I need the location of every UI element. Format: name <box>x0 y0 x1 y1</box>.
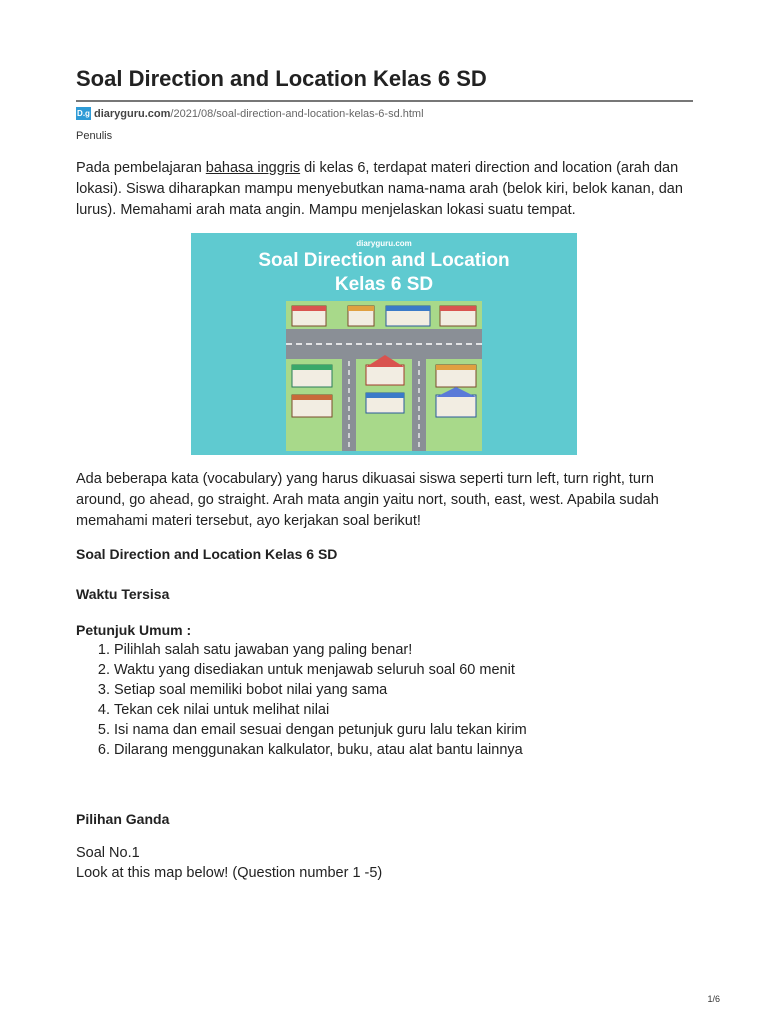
list-item: 1. Pilihlah salah satu jawaban yang paling benar! <box>114 640 527 660</box>
hero-title-line2: Kelas 6 SD <box>334 274 434 295</box>
list-item: 2. Waktu yang disediakan untuk menjawab seluruh soal 60 menit <box>114 660 527 680</box>
intro-paragraph <box>76 158 696 221</box>
question-number: Soal No.1 <box>76 845 140 861</box>
page-number: 1/6 <box>707 994 720 1004</box>
vocab-paragraph: Ada beberapa kata (vocabulary) yang harus dikuasai siswa seperti turn left, turn right, turn around, go ahead, go straight. Arah mata angin yaitu nort, south, east, west. Apabila sudah memahami materi tersebut, ayo kerjakan soal berikut! <box>76 471 659 529</box>
author-label: Penulis <box>76 130 113 142</box>
list-item: 6. Dilarang menggunakan kalkulator, buku, atau alat bantu lainnya <box>114 740 527 760</box>
town-map-illustration <box>286 301 482 451</box>
section-heading: Pilihan Ganda <box>76 811 170 827</box>
source-url[interactable] <box>76 107 424 120</box>
bahasa-inggris-link[interactable]: bahasa inggris <box>205 160 301 176</box>
question-text: Look at this map below! (Question number 1 -5) <box>76 865 383 881</box>
intro-text-start: Pada pembelajaran <box>76 160 206 176</box>
source-path[interactable]: /2021/08/soal-direction-and-location-kelas-6-sd.html <box>170 107 424 120</box>
list-item: 3. Setiap soal memiliki bobot nilai yang sama <box>114 680 527 700</box>
quiz-heading: Soal Direction and Location Kelas 6 SD <box>76 546 338 562</box>
site-favicon-icon: D.g <box>77 109 90 118</box>
intro-text-end: di kelas 6, terdapat materi direction and location (arah dan lokasi). Siswa diharapkan mampu menyebutkan nama-nama arah (belok kiri, belok kanan, dan lurus). Memahami arah mata angin. Mampu menjelaskan lokasi suatu tempat. <box>76 160 683 218</box>
title-divider <box>76 100 693 102</box>
source-domain[interactable]: diaryguru.com <box>94 107 171 120</box>
page-title: Soal Direction and Location Kelas 6 SD <box>76 66 487 91</box>
instructions-heading: Petunjuk Umum : <box>76 622 192 638</box>
list-item: 4. Tekan cek nilai untuk melihat nilai <box>114 700 527 720</box>
time-left-label: Waktu Tersisa <box>76 586 170 602</box>
list-item: 5. Isi nama dan email sesuai dengan petunjuk guru lalu tekan kirim <box>114 720 527 740</box>
hero-image <box>191 233 577 455</box>
hero-title-line1: Soal Direction and Location <box>258 250 510 271</box>
instructions-list <box>76 640 527 760</box>
hero-site-label: diaryguru.com <box>356 239 412 248</box>
